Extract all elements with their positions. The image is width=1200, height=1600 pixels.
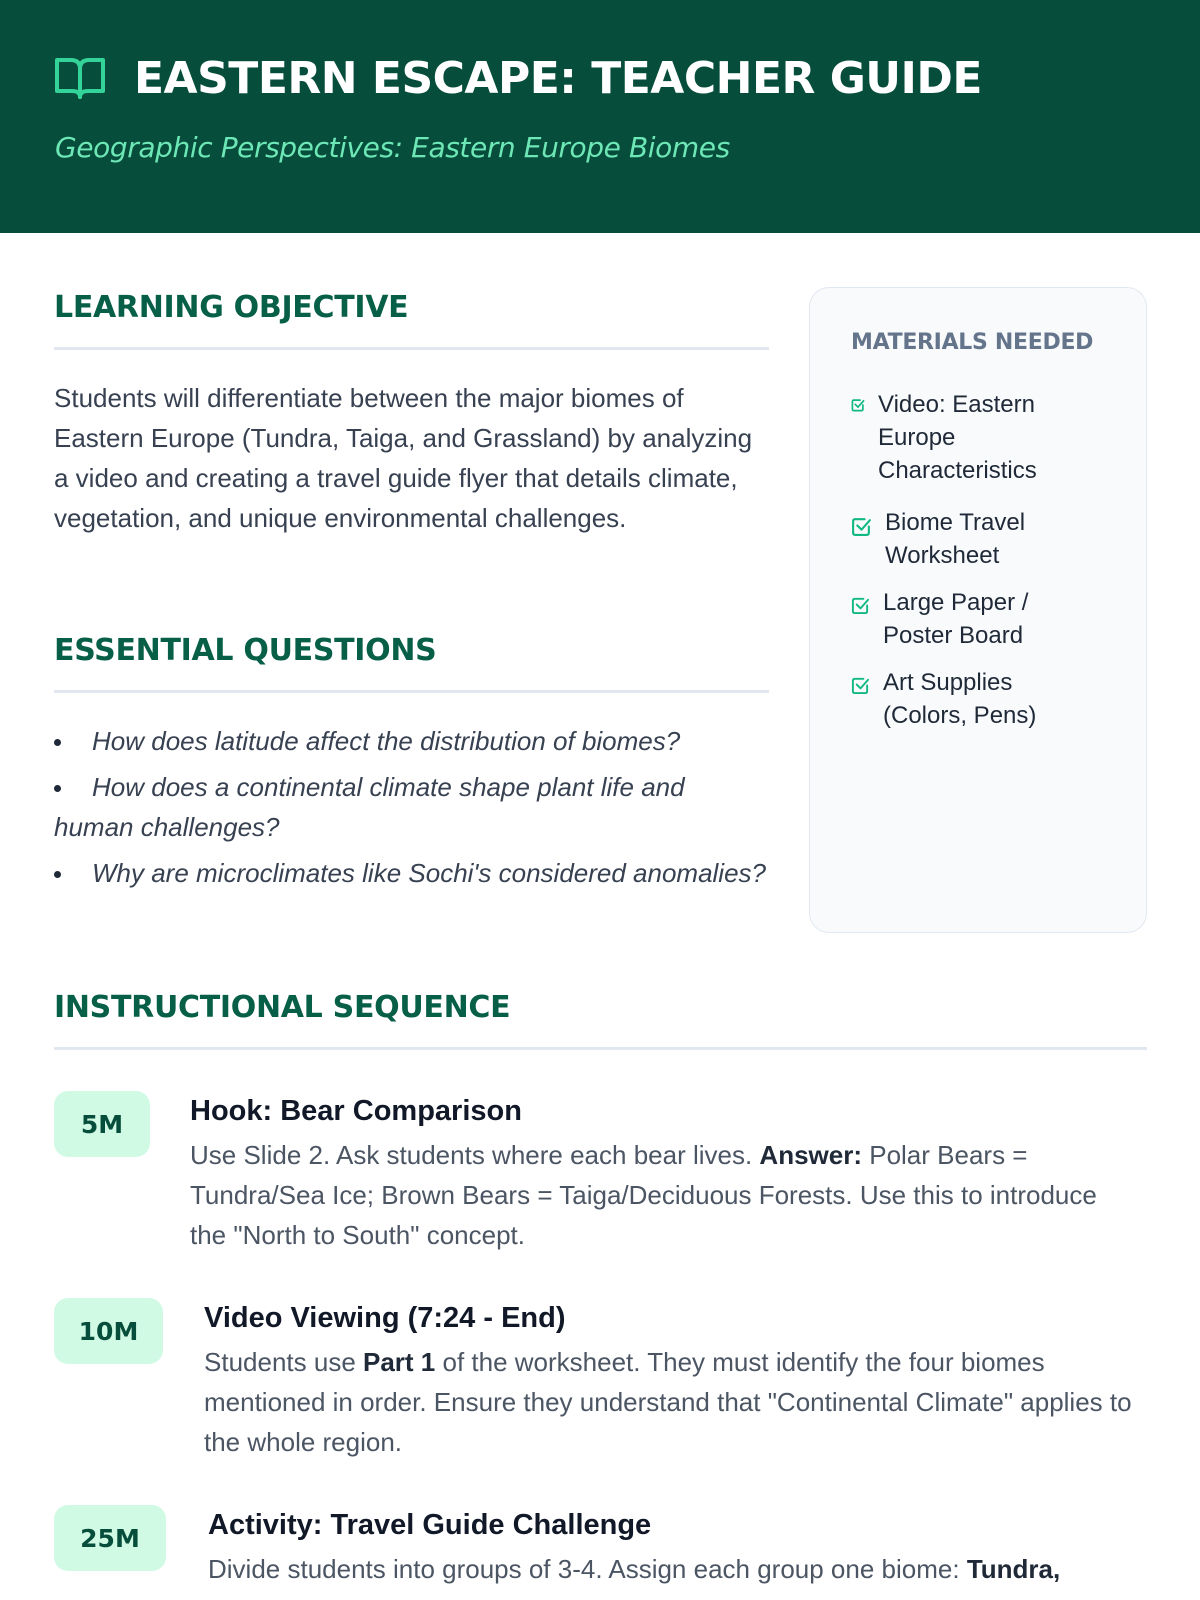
step-title: Hook: Bear Comparison	[190, 1095, 522, 1127]
check-square-icon	[851, 516, 872, 537]
header-title-row	[54, 52, 982, 104]
material-label: Art Supplies (Colors, Pens)	[883, 669, 1037, 729]
question-item: How does a continental climate shape plant life and human challenges?	[54, 767, 766, 847]
material-item	[851, 666, 1053, 732]
step-description: Use Slide 2. Ask students where each bear lives. Answer: Polar Bears = Tundra/Sea Ice; Brown Bears = Taiga/Deciduous Forests. Use this to introduce the "North to South" concept.	[190, 1140, 1097, 1250]
objective-divider	[54, 347, 769, 350]
question-item: How does latitude affect the distribution of biomes?	[54, 721, 766, 761]
sequence-divider	[54, 1047, 1147, 1050]
book-open-icon	[54, 52, 106, 104]
sequence-heading: INSTRUCTIONAL SEQUENCE	[54, 990, 511, 1025]
step-description: Divide students into groups of 3-4. Assign each group one biome: Tundra,	[208, 1554, 1061, 1584]
check-square-icon	[851, 398, 865, 412]
material-item	[851, 506, 1055, 572]
page-subtitle: Geographic Perspectives: Eastern Europe Biomes	[55, 131, 730, 164]
step-title: Activity: Travel Guide Challenge	[208, 1509, 652, 1541]
page-title: EASTERN ESCAPE: TEACHER GUIDE	[134, 52, 982, 104]
materials-heading: MATERIALS NEEDED	[851, 330, 1094, 355]
materials-card	[809, 287, 1147, 933]
material-item	[851, 586, 1053, 652]
duration-badge: 25M	[54, 1505, 166, 1571]
questions-heading: ESSENTIAL QUESTIONS	[54, 633, 437, 668]
duration-badge: 10M	[54, 1298, 163, 1364]
material-label: Large Paper / Poster Board	[883, 589, 1029, 649]
step-title: Video Viewing (7:24 - End)	[204, 1302, 566, 1334]
questions-list	[54, 721, 766, 899]
questions-divider	[54, 690, 769, 693]
question-item: Why are microclimates like Sochi's considered anomalies?	[54, 853, 766, 893]
duration-badge: 5M	[54, 1091, 150, 1157]
step-description: Students use Part 1 of the worksheet. They must identify the four biomes mentioned in order. Ensure they understand that "Continental Climate" applies to the whole region.	[204, 1347, 1132, 1457]
objective-text: Students will differentiate between the major biomes of Eastern Europe (Tundra, Taiga, and Grassland) by analyzing a video and creating a travel guide flyer that details climate, vegetation, and unique environmental challenges.	[54, 383, 753, 533]
material-label: Biome Travel Worksheet	[885, 509, 1026, 569]
material-item	[851, 388, 1058, 487]
check-square-icon	[851, 676, 870, 695]
objective-heading: LEARNING OBJECTIVE	[54, 290, 409, 325]
page-header	[0, 0, 1200, 233]
material-label: Video: Eastern Europe Characteristics	[878, 391, 1037, 484]
check-square-icon	[851, 596, 870, 615]
